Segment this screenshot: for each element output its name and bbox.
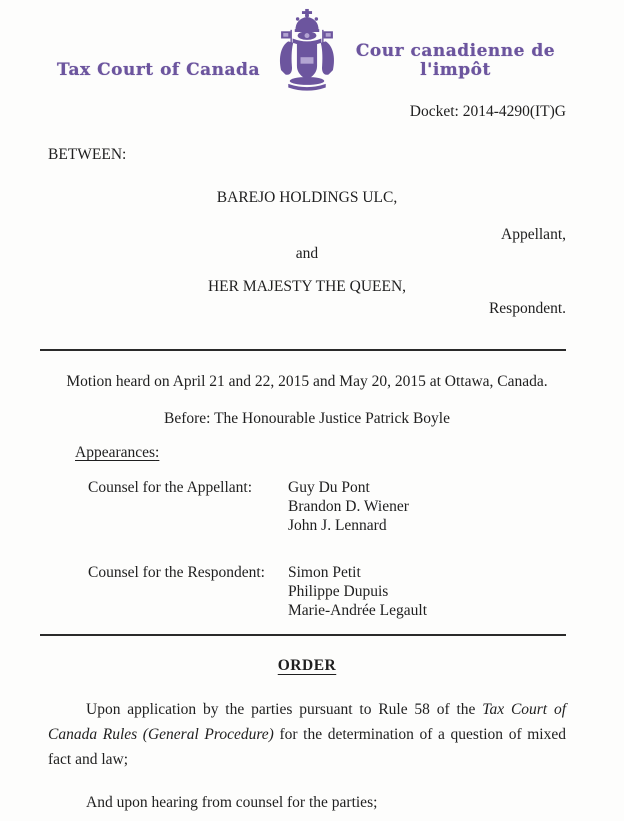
- presiding-judge-line: Before: The Honourable Justice Patrick Boyle: [164, 410, 450, 427]
- counsel-appellant-label: Counsel for the Appellant:: [88, 479, 253, 496]
- order-heading-text: ORDER: [277, 657, 337, 674]
- counsel-respondent-row: [88, 563, 566, 620]
- motion-heard-line: Motion heard on April 21 and 22, 2015 and May 20, 2015 at Ottawa, Canada.: [66, 373, 548, 390]
- canada-coat-of-arms-icon: [269, 8, 345, 92]
- appearances-heading: [75, 443, 566, 462]
- cited-rules-title: Tax Court of Canada Rules (General Procedure): [48, 701, 567, 743]
- appellant-name: BAREJO HOLDINGS ULC,: [216, 189, 398, 206]
- counsel-appellant-names: [288, 478, 409, 535]
- order-paragraph-1-prefix: Upon application by the parties pursuant to Rule 58 of the: [86, 701, 483, 718]
- between-label: BETWEEN:: [48, 146, 127, 163]
- horizontal-rule-bottom: [40, 634, 566, 636]
- order-heading: [48, 656, 566, 675]
- counsel-appellant-row: [88, 478, 566, 535]
- horizontal-rule-top: [40, 349, 566, 351]
- counsel-respondent-names: [288, 563, 427, 620]
- counsel-name: Simon Petit: [288, 564, 361, 581]
- counsel-name: Marie-Andrée Legault: [288, 602, 428, 619]
- counsel-name: Guy Du Pont: [288, 479, 370, 496]
- respondent-name: HER MAJESTY THE QUEEN,: [207, 278, 407, 295]
- order-paragraph-2: And upon hearing from counsel for the parties;: [86, 794, 378, 811]
- counsel-name: Brandon D. Wiener: [288, 498, 409, 515]
- counsel-name: Philippe Dupuis: [288, 583, 389, 600]
- order-paragraph-1-suffix: for the determination of a question of mixed fact and law;: [48, 726, 566, 768]
- counsel-name: John J. Lennard: [288, 517, 387, 534]
- respondent-role: Respondent.: [488, 300, 566, 317]
- appearances-heading-text: Appearances: [75, 444, 156, 461]
- appellant-role: Appellant,: [501, 226, 566, 243]
- appearances-heading-colon: :: [155, 444, 160, 461]
- letterhead: [48, 0, 566, 92]
- court-title-english: Tax Court of Canada: [57, 60, 260, 80]
- parties-conjunction: and: [295, 245, 319, 262]
- docket-number: Docket: 2014-4290(IT)G: [409, 103, 566, 120]
- court-title-french: Cour canadienne de l'impôt: [355, 41, 556, 80]
- counsel-respondent-label: Counsel for the Respondent:: [88, 564, 265, 581]
- order-paragraph-1: [48, 697, 566, 772]
